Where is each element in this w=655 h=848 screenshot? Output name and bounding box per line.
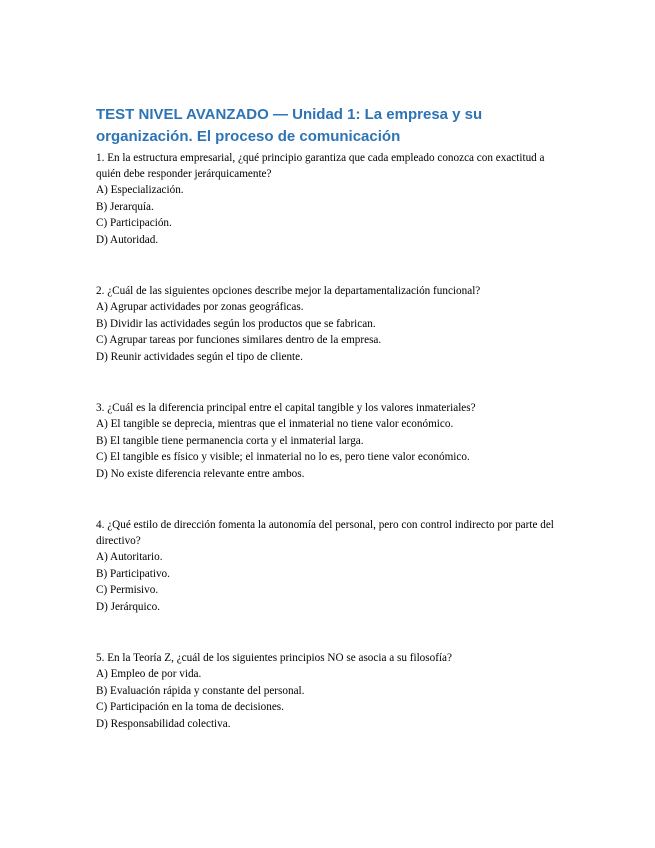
- option-c: C) Permisivo.: [96, 584, 159, 596]
- question-1: [96, 150, 566, 248]
- option-a: A) Empleo de por vida.: [96, 668, 202, 680]
- option-d: D) No existe diferencia relevante entre ambos.: [96, 467, 305, 480]
- option-d: D) Autoridad.: [96, 233, 159, 246]
- option-b: B) El tangible tiene permanencia corta y el inmaterial larga.: [96, 434, 364, 447]
- option-c: C) Agrupar tareas por funciones similares dentro de la empresa.: [96, 334, 382, 346]
- option-b: B) Dividir las actividades según los productos que se fabrican.: [96, 317, 376, 330]
- option-a: A) Agrupar actividades por zonas geográficas.: [96, 301, 304, 313]
- question-text: 3. ¿Cuál es la diferencia principal entre el capital tangible y los valores inmateriales?: [96, 402, 476, 414]
- option-a: A) El tangible se deprecia, mientras que el inmaterial no tiene valor económico.: [96, 418, 454, 430]
- option-d: D) Responsabilidad colectiva.: [96, 717, 231, 730]
- option-c: C) El tangible es físico y visible; el inmaterial no lo es, pero tiene valor económico.: [96, 451, 470, 463]
- option-c: C) Participación en la toma de decisiones.: [96, 701, 284, 713]
- question-text: 4. ¿Qué estilo de dirección fomenta la autonomía del personal, pero con control indirecto por parte del directivo?: [96, 519, 554, 547]
- option-list: [96, 416, 566, 482]
- option-b: B) Evaluación rápida y constante del personal.: [96, 684, 305, 697]
- option-list: [96, 666, 566, 732]
- option-d: D) Reunir actividades según el tipo de cliente.: [96, 350, 303, 363]
- option-a: A) Especialización.: [96, 184, 184, 196]
- question-text: 2. ¿Cuál de las siguientes opciones describe mejor la departamentalización funcional?: [96, 285, 481, 297]
- option-b: B) Jerarquía.: [96, 200, 154, 213]
- question-2: [96, 283, 566, 365]
- question-4: [96, 517, 566, 615]
- question-5: [96, 650, 566, 732]
- document-page: [96, 104, 566, 732]
- option-list: [96, 299, 566, 365]
- option-a: A) Autoritario.: [96, 551, 163, 563]
- question-text: 1. En la estructura empresarial, ¿qué principio garantiza que cada empleado conozca con exactitud a quién debe responder jerárquicamente?: [96, 152, 545, 180]
- option-c: C) Participación.: [96, 217, 172, 229]
- question-3: [96, 400, 566, 482]
- option-list: [96, 182, 566, 248]
- option-b: B) Participativo.: [96, 567, 170, 580]
- document-title: TEST NIVEL AVANZADO — Unidad 1: La empresa y su organización. El proceso de comunicación: [96, 106, 483, 145]
- option-d: D) Jerárquico.: [96, 600, 160, 613]
- question-text: 5. En la Teoría Z, ¿cuál de los siguientes principios NO se asocia a su filosofía?: [96, 652, 452, 664]
- option-list: [96, 549, 566, 615]
